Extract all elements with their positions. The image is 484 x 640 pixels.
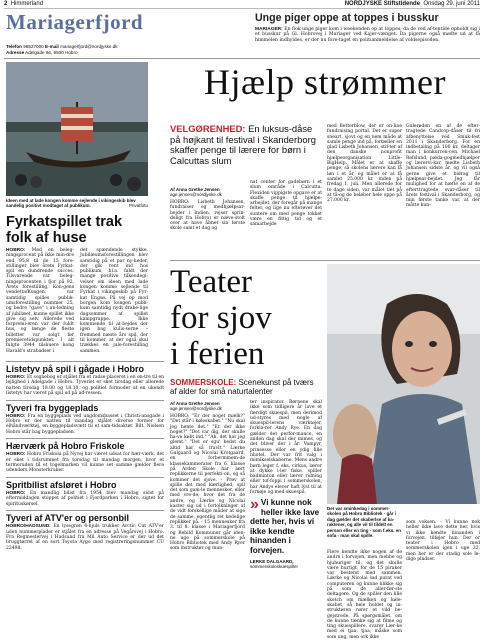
divider: [6, 361, 164, 362]
brief-item: [6, 403, 164, 436]
hjaelp-col-3: med Betterblow, der er on-line fundraising portal. Det er super sneart, sjovt og en nem måde at samle penge ind på, fortæller en glad Lisbeth Johansen, stif-ter af den danske nonprofit hjælpeorganisation Little-BigHelp. Målet er at skaffe penge, så skolens lærere kan få løn i et år, og målet er at få samlet 25.000 kr. inden på fredag 1. juli. Men allerede for to dage siden, var målet tæt på at tå-og de beløber hele oppe på 27.000 kr.: [327, 124, 402, 204]
sommerskole-photo: [327, 264, 480, 504]
brief-item: [6, 364, 164, 397]
hjaelp-headline: Hjælp strømmer: [204, 62, 446, 102]
brief-item-kicker: HOBRO:: [6, 490, 26, 496]
brief-item: [6, 441, 164, 474]
sommerskole-photo-caption: Det var sminkedag i sommer-skolen på Hobro Bibliotek - går i dag gælder det skaberlse af ka-raktener, og alle vil til tildelt en person eller en ting - som f.eks. en sofa - man skal spille.: [327, 506, 402, 539]
email-value: mariagerfjord@nordjyske.dk: [60, 44, 118, 49]
hjaelp-deck-text: En luksus-dåse på højkant til festival i Skanderborg skaffer penge til lærere for børn i Calcuttas slum: [170, 123, 316, 166]
brief-item-title: Tyveri fra byggeplads: [6, 402, 99, 413]
divider: [4, 58, 480, 59]
briefs-list: [6, 364, 164, 551]
teater-headline-line: i ferien: [170, 336, 265, 372]
brief-item-title: Tyveri af ATV'er og personbil: [6, 513, 129, 524]
brief-item-text: En lysegrøn 4-hjuls trukker Arctic Cat ATV'er uden nummerplader er stjålet fra en adresse på Vegårsvej i Hobro. Fra Regmestervej i Hadsund fra Mil Auto Service er der ud det bruggtørret af en sort Toyota Aygo med registreringsnummer CU 22498.: [6, 524, 164, 551]
brief-item-kicker: HOBRO/HADSUND:: [6, 524, 51, 530]
fyrkat-col-2: det spændende stykke. Jubilæumsforestillingen blev samtidig på et par ny-heder, der gik rent ind hos publikum, bl.a. faldt der mange positive tilkendegi-velser om ideen med lade kongen komme sejlende til Fyrkat i vikingeskib på Fyr-kat Engsø. På vej op mod borgen kom kongen publi-kum samtidig nydt drabe-lige dagsommer af spillet kampgruppe. Ikke kommende til at-bejdes der igen bag kulis-serne – fremmed næste års spil, der til kommer, at der også skal trækkes en jule-forestilling sammen.: [80, 248, 148, 354]
quote-mark-icon: »: [250, 496, 259, 513]
teater-headline: [170, 264, 320, 372]
teater-byline: [170, 401, 245, 412]
brief-item: [6, 480, 164, 507]
teater-kicker: SOMMERSKOLE:: [170, 378, 237, 387]
hjaelp-byline-name: Af Anna Grethe Jensen: [170, 187, 220, 192]
teater-col-3: Flere kendte ikke nogen af de andre i forvejen, men mebbe og hjuhuriger til, og det skulle være hurtigt, for de 15 piraker var bestemt med sammen. Lærke og Nicolai sad purat ved computeren og kunne klikke sig på som de aller-før-ste deltagere. Og de spiller den lille sketch om mælken og køle-skabet, så hele holdet og in-struktøren rører et vild be-gejstrede. På spørgsmålet, om de kunne tænke sig at filme og ting skuespillere, svarer Lær-ke med ei tjaa, tjaa, måske som som ung, men ork ikke: [327, 550, 402, 640]
brief-headline: Unge piger oppe at toppes i busskur: [255, 12, 439, 24]
hjaelp-kicker: VELGØRENHED:: [170, 123, 246, 134]
divider: [6, 400, 164, 401]
viking-ship-photo: [6, 62, 148, 196]
teater-deck-text: Scenekunst på tværs af alder for små naturtalenter: [170, 378, 314, 397]
brief-item: [6, 513, 164, 551]
hjaelp-col-1: HOBRO: Lisbeth Johansen, fundraiser og medhjælpsar-bejder i Indien, rejser sprin-deligt fra Hobro) er næve-stolt over at have åbnet sin første skole samt et dag og: [170, 200, 245, 232]
hjaelp-col-2: nat center for gadebørn i et slum område i Calcutta. Flexiden vippigste opgave er at skaffe penge til hjælpe-arbejdet, der foregår på mange felter, og lige nu efterøver det suntere om med penge tokket være en fittig tid og et samarbejde: [250, 180, 322, 228]
fyrkat-col-1-text: Med en beleg-ningsprocent på ikke min-dre end 95,8 til de 15 fore-stillinger blev årets Fyrkat-spil en dundrende succes. Tilsvarende var beleg-ningsprocenten i fjor på 92. Årets forestilling, Kon-gens vendetta/Kongen, var samtidig spilles publik-umsforestilling nummer 25, og bedre "gave" i an-ledning af jubilæet, kunne spillet ikke give sig selv. Allerede ved forpremi-eren var der fuldt hus, og længe de fleste billetter var solgt før premieretidspunktet. I alt fulgte 3944 tilskuere kong Harald's strabadser i: [6, 248, 74, 354]
address-label: Adresse: [6, 50, 25, 55]
address-value: Adelgade 66, 9500 Hobro: [25, 50, 78, 55]
brief-text: En flok unge piger kom i weekenden op at toppes, da de ved af-tentide opholdt sig i et busskur på Gl. Hobrovej i Mariager ved Kajer-vænget. Da pigerne også mødte ud at få himmelen indhyldes, er der nu fore-taget en politianmeldelse af voldsepisoden.: [255, 27, 480, 43]
teater-byline-name: Af Anna Grethe Jensen: [170, 401, 220, 406]
brief-item-title: Hærværk på Hobro Friskole: [6, 441, 125, 452]
photo-caption: [6, 198, 148, 209]
divider: [6, 438, 164, 439]
teater-byline-email: age.jensen@nordjyske.dk: [170, 406, 222, 412]
photo-credit: Privatfoto: [128, 203, 148, 209]
pull-quote-role: sommerskoleskuespiller: [250, 563, 299, 569]
issue-date: Onsdag 29. juni 2011: [423, 1, 480, 7]
photo-caption-text: Ideen med at lade kongen komme sejlende i vikingeskib blev sandelig positivt modtaget af publikum.: [6, 198, 136, 209]
fyrkat-kicker: HOBRO:: [6, 248, 26, 253]
brief-item-title: Listetyv på spil i gågade i Hobro: [6, 364, 145, 374]
section-label: Himmerland: [10, 1, 44, 7]
divider: [6, 510, 164, 511]
teater-col-2: ter inspirator. Børnene skal ikke som tidligere år lave et færdigt skuespil, men derimod ud-styres med nogle af skuespil-lerens værktøjer, forkla-rer Andy Rye. En dag gælder det perfor-mance, en anden dag skal der mimes, og det bliver der i år. Vampyr, prinsesse eller en ydig lille hhotel. Der var frit valg i mimikselskaberne. Mens andre børn leger f. eks. cirkus, lærer at dykke i-ler fiske, spiller badminton eller lærer ridning eller tof-foppi i sommerskolen, har Andys elever haft lyst til at fornøje og med skuespil.: [250, 400, 322, 496]
contact-info: [6, 44, 156, 56]
pull-quote-author: LERKE DALGAARD,: [250, 558, 294, 564]
brief-item-text: Hobro Friskola på Nyvej har været udsat for hær-værk, det er sket i tidsrummet fra torsdag til mandag morgen, hvor et termoruden til et togelmarken vil kunne set samme gælder flere udendørs Monsterkruker.: [6, 452, 165, 474]
brief-item-title: Spritbilist afsløret i Hobro: [6, 479, 117, 490]
hjaelp-deck: [170, 124, 320, 166]
brief-item-text: Fra en byggeplads ved ungdomsbasset i Christi-ansgade i Hobro er der natten til mandag stjålet diverse former for elhåndværktøj, en byggepladsvætt til et sam-tidsaktør. Bilt. Nielsen Hobro står bag byggepladsen.: [6, 413, 164, 435]
teater-col-1: HOBRO: "Er der noget mælk?" "Det står i køleskabet." "Nu skal jeg hente det." "Er der ikke noget?" "Det var dig, der skulle ha-ve købt ind." "Ah, det har jeg glemt." "Det er sgu' bedst du altid har så travlt." Lærke Gulgaard og Nicolai Krotgaard, en forbermmem-de klassekammerater fra 6. klasse på Arden Skole har lært replikkerne til perfekti-on, og så kommer det sjove. - Prøv at spille det med kærlighed, spil det som gam-le mennesker, eller med vre-de, hvor det fra de andre, og Lærke og Nicolai kaster sig ud i fortolkninger af de vidt forskellige måder at sige de samme, egentlig ret kedelige replikker på. - 15 mennesker fra 3. til 8. klasse i Mariagerfjord og Rebild Kommuner går iden-ne uge på sommerskole på Hobro Bibliotek med Andy Ryer som instruktør og mun-: [170, 414, 245, 552]
brief-item-text: Et sognebog er stjålet fra et radse placeret i en en-tre til en lejlighed i Adelgade i Hobro. Tyveriet er sket tirsdag eller allerede natten tirsdag 18.00 og 18.10, og politiet formoder at en ukendt listetyv har været på spil ud på ad-ressen.: [6, 375, 165, 397]
divider: [170, 260, 480, 261]
hjaelp-byline: [170, 187, 245, 198]
teater-col-4: som voksen. - Vi kunne nok heller ikke lave dette her, hvis vi ikke kendte hinanden i forvejen, tilføjer hun. Der er teater i Hobro med sommerskolen igen i uge 32, men her er der stadig sole le-dige pladser.: [406, 520, 480, 563]
teater-headline-line: Teater: [170, 264, 252, 300]
fyrkat-headline: Fyrkatspillet trak folk af huse: [6, 214, 123, 246]
brief-item-kicker: HOBRO:: [6, 413, 26, 419]
hjaelp-byline-email: age.jensen@nordjyske.dk: [170, 192, 222, 198]
divider: [6, 477, 164, 478]
brief-item-text: En mandlig bilist fra 1954 blev mandag sidst på eftermiddagen stoppet af politiet i Fjordparken i Hobro, sigtet for spirituskørsel.: [6, 490, 164, 507]
brief-body: [255, 27, 480, 43]
hjaelp-col-4: Gulerøden en af de efter-tragtede Candcop-dåser til fri afbenyttelse ved Smuk-fest 2011 i Skanderborg. For en indbetaling på 100 kr. deltager man i konkurren-cen. Michael Refslund, pæda-gogmedhjælper og lærervi-kar, mødte Lisbeth Johansen sidste år, og vil også gerne give et bidrag til hjælpear-bejdet. Jeg får mulighed for at hæfte en af de efterttragtede svar-dåser til årets festival i Skanderborg, og min første tanke var, at der måtte kun-: [406, 124, 480, 209]
brief-item-kicker: HOBRO:: [6, 375, 26, 380]
tel-value: 98527000: [23, 44, 44, 49]
teater-deck: [170, 378, 320, 397]
pull-quote: [250, 498, 322, 636]
fyrkat-col-1: [6, 248, 74, 358]
section-masthead: Mariagerfjord: [6, 10, 144, 34]
teater-headline-line: for sjov: [170, 300, 272, 336]
email-label: E-mail: [45, 44, 59, 49]
page-header-bar: [4, 0, 480, 9]
brief-kicker: MARIAGER:: [255, 27, 283, 32]
brief-item-kicker: HOBRO:: [6, 452, 26, 458]
pull-quote-text: Vi kunne nok heller ikke lave dette her, hvis vi ikke kendte hinanden i forvejen.: [250, 498, 320, 555]
tel-label: Telefon: [6, 44, 22, 49]
page-number: 2: [4, 1, 8, 7]
paper-name: NORDJYSKE Stiftstidende: [344, 1, 421, 7]
